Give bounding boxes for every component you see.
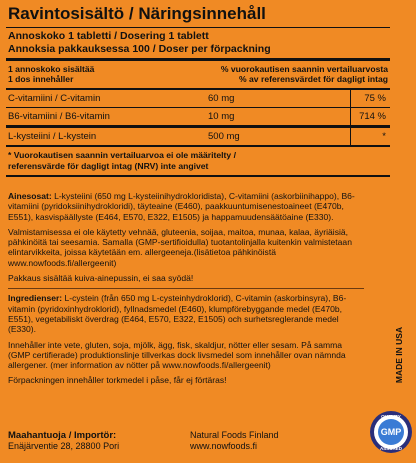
gmp-center-text: GMP	[380, 427, 402, 437]
footnote-sv: referensvärde för dagligt intag (NRV) inte angivet	[8, 161, 209, 171]
importer-info	[8, 430, 119, 452]
header-left-fi: 1 annoskoko sisältää	[8, 64, 95, 74]
ingredients-text-sv: L-cystein (från 650 mg L-cysteinhydroklorid), C-vitamin (askorbinsyra), B6-vitamin (pyridoxinhydroklorid), fyllnadsmedel (E460), klumpförebyggande medel (E470b, E551), vegetabiliskt överdrag (E464, E570, E322, E1505) och surhetsreglerande medel (E330).	[8, 293, 347, 335]
header-right-sv: % av referensvärdet för dagligt intag	[239, 74, 388, 84]
nutrient-row-vitamin-b6	[6, 108, 390, 128]
serving-size: Annoskoko 1 tabletti / Dosering 1 tablett	[8, 30, 209, 42]
footnote-fi: * Vuorokautisen saannin vertailuarvoa ei ole määritelty /	[8, 150, 236, 160]
label-text	[8, 191, 364, 391]
nutrient-amount: 500 mg	[208, 128, 351, 145]
importer-address: Enäjärventie 28, 28800 Pori	[8, 441, 120, 451]
header-left	[8, 64, 168, 84]
gmp-top-text: QUALITY	[381, 414, 401, 419]
allergen-info-sv: Innehåller inte vete, gluten, soja, mjölk, ägg, fisk, skaldjur, nötter eller sesam. På samma (GMP certifierade) produktionslinje tillverkas dock livsmedel som innehåller ovan nämnda allergener. (mer information av nötter på www.nowfoods.fi/allergeenit)	[8, 339, 346, 371]
serving-info	[6, 28, 390, 61]
table-header	[6, 61, 390, 90]
nutrition-title: Ravintosisältö / Näringsinnehåll	[6, 2, 390, 28]
header-right	[168, 64, 390, 84]
ingredients-label-sv: Ingredienser:	[8, 293, 63, 304]
header-left-sv: 1 dos innehåller	[8, 74, 74, 84]
header-right-fi: % vuorokautisen saannin vertailuarvosta	[220, 64, 388, 74]
ingredients-sv	[8, 293, 364, 334]
language-divider	[8, 288, 364, 289]
nutrient-name: C-vitamiini / C-vitamin	[8, 93, 101, 104]
nutrient-row-vitamin-c	[6, 90, 390, 108]
nutrient-percent: 714 %	[359, 111, 386, 122]
nutrient-name: L-kysteiini / L-kystein	[8, 131, 97, 142]
packaging-warning-sv: Förpackningen innehåller torkmedel i påse, får ej förtäras!	[8, 375, 227, 386]
packaging-warning-fi: Pakkaus sisältää kuiva-ainepussin, ei saa syödä!	[8, 273, 194, 284]
brand-website: www.nowfoods.fi	[190, 441, 258, 451]
made-in-text: MADE IN USA	[394, 326, 404, 384]
nrv-footnote	[6, 147, 390, 177]
servings-per-package: Annoksia pakkauksessa 100 / Doser per förpackning	[8, 42, 271, 55]
nutrient-percent: 75 %	[364, 93, 386, 104]
ingredients-fi	[8, 191, 364, 222]
allergen-info-fi: Valmistamisessa ei ole käytetty vehnää, gluteenia, soijaa, maitoa, munaa, kalaa, äyriäisiä, pähkinöitä tai seesamia. Samalla (GMP-sertifioidulla) tuotantolinjalla kuitenkin valmistetaan elintarvikkeita, joissa käytetään em. allergeeneja.(lisätietoa pähkinöistä www.nowfoods.fi/allergeenit)	[8, 226, 352, 268]
brand-info	[190, 430, 279, 452]
nutrient-amount: 60 mg	[208, 90, 351, 107]
ingredients-label-fi: Ainesosat:	[8, 191, 52, 201]
nutrition-facts-panel	[6, 2, 390, 177]
ingredients-text-fi: L-kysteiini (650 mg L-kysteiinihydrokloridista), C-vitamiini (askorbiinihappo), B6-vitamiini (pyridoksiinihydrokloridi), täyteaine (E460), paakkuuntumisenestoaineet (E470b, E551), kasvispäällyste (E464, E570, E322, E1505) ja happamuudensäätöaine (E330).	[8, 191, 355, 222]
nutrient-row-l-cysteine	[6, 128, 390, 147]
made-in-usa	[387, 300, 411, 410]
nutrient-amount: 10 mg	[208, 108, 351, 125]
gmp-badge	[369, 410, 413, 454]
nutrient-percent: *	[382, 131, 386, 142]
gmp-seal-icon	[369, 410, 413, 454]
gmp-bottom-text: ASSURED	[379, 446, 403, 451]
brand-name: Natural Foods Finland	[190, 430, 279, 440]
importer-label: Maahantuoja / Importör:	[8, 430, 117, 441]
nutrient-name: B6-vitamiini / B6-vitamin	[8, 111, 110, 122]
